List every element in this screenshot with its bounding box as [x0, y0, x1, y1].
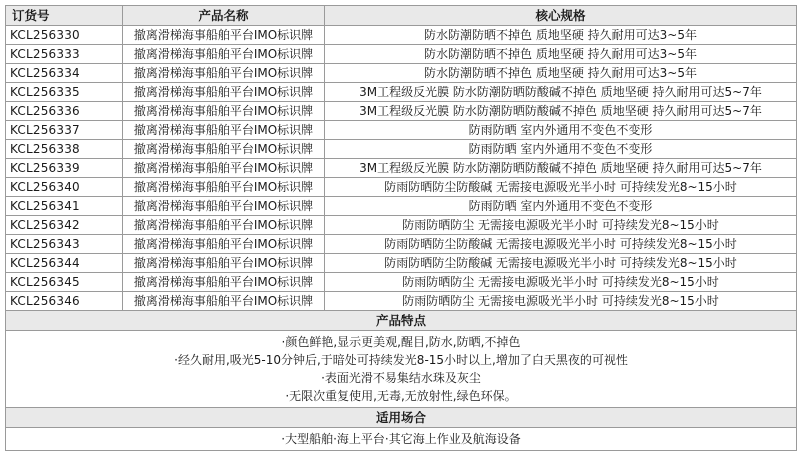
product-name-cell: 撤离滑梯海事船舶平台IMO标识牌	[123, 197, 325, 216]
table-row	[6, 292, 797, 311]
feature-line-4: ·无限次重复使用,无毒,无放射性,绿色环保。	[285, 389, 517, 403]
table-row	[6, 159, 797, 178]
core-spec-cell: 防水防潮防晒不掉色 质地坚硬 持久耐用可达3~5年	[325, 26, 797, 45]
table-row	[6, 121, 797, 140]
feature-line-2: ·经久耐用,吸光5-10分钟后,于暗处可持续发光8-15小时以上,增加了白天黑夜的可视性	[174, 353, 628, 367]
usage-title-row	[6, 408, 797, 428]
table-row	[6, 83, 797, 102]
features-list	[6, 331, 797, 408]
order-number-cell: KCL256335	[6, 83, 123, 102]
order-number-cell: KCL256337	[6, 121, 123, 140]
product-name-cell: 撤离滑梯海事船舶平台IMO标识牌	[123, 64, 325, 83]
features-body-row	[6, 331, 797, 408]
core-spec-cell: 3M工程级反光膜 防水防潮防晒防酸碱不掉色 质地坚硬 持久耐用可达5~7年	[325, 159, 797, 178]
table-row	[6, 178, 797, 197]
core-spec-cell: 防雨防晒防尘防酸碱 无需接电源吸光半小时 可持续发光8~15小时	[325, 254, 797, 273]
order-number-cell: KCL256338	[6, 140, 123, 159]
core-spec-cell: 防雨防晒 室内外通用不变色不变形	[325, 140, 797, 159]
order-number-cell: KCL256343	[6, 235, 123, 254]
order-number-cell: KCL256336	[6, 102, 123, 121]
order-number-cell: KCL256340	[6, 178, 123, 197]
table-header-row	[6, 6, 797, 26]
table-row	[6, 273, 797, 292]
usage-text: ·大型船舶·海上平台·其它海上作业及航海设备	[6, 428, 797, 451]
order-number-cell: KCL256346	[6, 292, 123, 311]
product-name-cell: 撤离滑梯海事船舶平台IMO标识牌	[123, 45, 325, 64]
header-core-spec: 核心规格	[325, 6, 797, 26]
table-row	[6, 197, 797, 216]
table-row	[6, 254, 797, 273]
core-spec-cell: 防雨防晒防尘 无需接电源吸光半小时 可持续发光8~15小时	[325, 273, 797, 292]
product-name-cell: 撤离滑梯海事船舶平台IMO标识牌	[123, 26, 325, 45]
header-order-number: 订货号	[6, 6, 123, 26]
core-spec-cell: 3M工程级反光膜 防水防潮防晒防酸碱不掉色 质地坚硬 持久耐用可达5~7年	[325, 83, 797, 102]
order-number-cell: KCL256339	[6, 159, 123, 178]
order-number-cell: KCL256342	[6, 216, 123, 235]
core-spec-cell: 防雨防晒防尘防酸碱 无需接电源吸光半小时 可持续发光8~15小时	[325, 178, 797, 197]
product-name-cell: 撤离滑梯海事船舶平台IMO标识牌	[123, 140, 325, 159]
order-number-cell: KCL256344	[6, 254, 123, 273]
feature-line-1: ·颜色鲜艳,显示更美观,醒目,防水,防晒,不掉色	[281, 335, 521, 349]
table-row	[6, 140, 797, 159]
table-body	[6, 26, 797, 311]
order-number-cell: KCL256330	[6, 26, 123, 45]
core-spec-cell: 防雨防晒防尘 无需接电源吸光半小时 可持续发光8~15小时	[325, 216, 797, 235]
product-name-cell: 撤离滑梯海事船舶平台IMO标识牌	[123, 254, 325, 273]
core-spec-cell: 防雨防晒 室内外通用不变色不变形	[325, 121, 797, 140]
product-name-cell: 撤离滑梯海事船舶平台IMO标识牌	[123, 121, 325, 140]
product-name-cell: 撤离滑梯海事船舶平台IMO标识牌	[123, 235, 325, 254]
table-row	[6, 45, 797, 64]
table-row	[6, 64, 797, 83]
table-row	[6, 102, 797, 121]
product-name-cell: 撤离滑梯海事船舶平台IMO标识牌	[123, 102, 325, 121]
usage-title: 适用场合	[6, 408, 797, 428]
product-name-cell: 撤离滑梯海事船舶平台IMO标识牌	[123, 159, 325, 178]
feature-line-3: ·表面光滑不易集结水珠及灰尘	[321, 371, 481, 385]
header-product-name: 产品名称	[123, 6, 325, 26]
features-title-row	[6, 311, 797, 331]
product-name-cell: 撤离滑梯海事船舶平台IMO标识牌	[123, 83, 325, 102]
core-spec-cell: 防水防潮防晒不掉色 质地坚硬 持久耐用可达3~5年	[325, 64, 797, 83]
core-spec-cell: 防雨防晒 室内外通用不变色不变形	[325, 197, 797, 216]
core-spec-cell: 防雨防晒防尘 无需接电源吸光半小时 可持续发光8~15小时	[325, 292, 797, 311]
table-row	[6, 26, 797, 45]
product-name-cell: 撤离滑梯海事船舶平台IMO标识牌	[123, 178, 325, 197]
table-row	[6, 235, 797, 254]
order-number-cell: KCL256341	[6, 197, 123, 216]
core-spec-cell: 防水防潮防晒不掉色 质地坚硬 持久耐用可达3~5年	[325, 45, 797, 64]
features-title: 产品特点	[6, 311, 797, 331]
order-number-cell: KCL256333	[6, 45, 123, 64]
product-name-cell: 撤离滑梯海事船舶平台IMO标识牌	[123, 216, 325, 235]
order-number-cell: KCL256345	[6, 273, 123, 292]
product-name-cell: 撤离滑梯海事船舶平台IMO标识牌	[123, 292, 325, 311]
product-name-cell: 撤离滑梯海事船舶平台IMO标识牌	[123, 273, 325, 292]
usage-body-row	[6, 428, 797, 451]
product-table-container	[5, 5, 796, 451]
core-spec-cell: 防雨防晒防尘防酸碱 无需接电源吸光半小时 可持续发光8~15小时	[325, 235, 797, 254]
core-spec-cell: 3M工程级反光膜 防水防潮防晒防酸碱不掉色 质地坚硬 持久耐用可达5~7年	[325, 102, 797, 121]
table-row	[6, 216, 797, 235]
product-spec-table	[5, 5, 797, 451]
order-number-cell: KCL256334	[6, 64, 123, 83]
